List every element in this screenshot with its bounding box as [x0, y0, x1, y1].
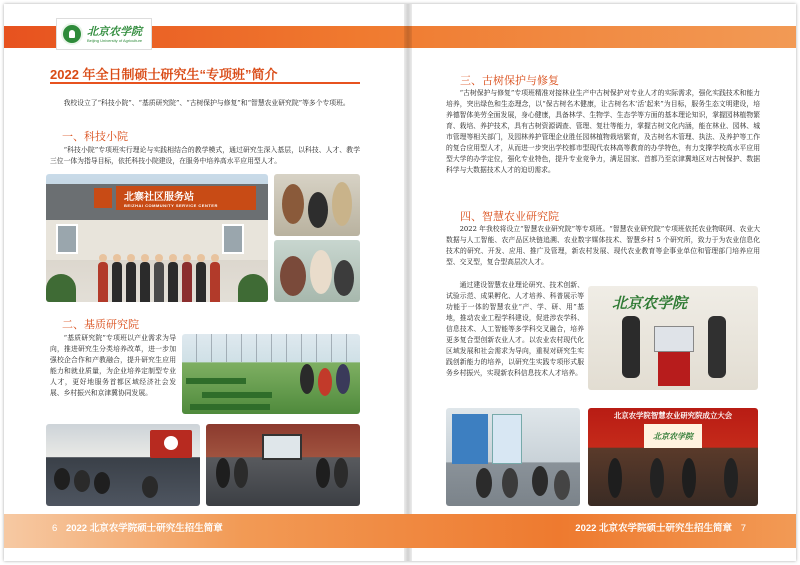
plaque-unveiling-photo	[588, 286, 758, 390]
signing-meeting-photo	[206, 424, 360, 506]
page-gutter	[404, 4, 412, 561]
seminar-room-photo	[46, 424, 200, 506]
greenhouse-photo	[182, 334, 360, 414]
community-service-center-photo	[46, 174, 268, 302]
meeting-screen	[262, 434, 302, 460]
section-heading-ancient-tree: 三、古树保护与修复	[460, 74, 559, 87]
section-heading-tech-courtyard: 一、科技小院	[62, 130, 128, 143]
brochure-spread	[4, 4, 796, 561]
university-logo	[56, 18, 152, 50]
smart-agriculture-paragraph-1: 2022 年我校将设立“智慧农业研究院”等专项班。“智慧农业研究院”专项班依托农业物联网、农业大数据与人工智能、农产品区块链追溯、农业数字媒体技术、智慧乡村 5 个研究所，致力于为农业信息化技术的研究、开发、应用、推广及管理，新农村发展、现代农业教育等企事业单位和管理部门培养应用型、交叉型，复合型高层次人才。	[446, 225, 760, 266]
intro-paragraph: 我校设立了“科技小院”、“基质研究院”、“古树保护与修复”和“智慧农业研究院”等多个专项班。	[63, 99, 350, 107]
conference-banner: 北京农学院智慧农业研究院成立大会	[613, 411, 733, 420]
lab-visit-photo	[446, 408, 580, 506]
title-divider	[50, 82, 360, 84]
institute-plaque	[654, 326, 694, 352]
substrate-institute-paragraph: “基质研究院”专项班以产业需求为导向，推进研究生分类培养改革，进一步加强校企合作和产教融合，提升研究生应用能力和就业质量，为企业培养定制型专业人才，更好地服务首都区域经济社会发展、乡村振兴和京津冀协同发展。	[50, 334, 176, 397]
service-center-emblem-icon	[94, 188, 112, 208]
stage-backdrop: 北京农学院	[644, 424, 702, 448]
page-number-left: 6	[52, 523, 58, 534]
page-title: 2022 年全日制硕士研究生“专项班”简介	[50, 67, 278, 82]
logo-name-cn: 北京农学院	[87, 24, 142, 38]
footer-left	[46, 520, 223, 534]
section-heading-smart-agriculture: 四、智慧农业研究院	[460, 210, 559, 223]
founding-conference-photo	[588, 408, 758, 506]
display-board-2	[492, 414, 522, 464]
section-heading-substrate-institute: 二、基质研究院	[62, 318, 139, 331]
field-training-photo	[274, 174, 360, 236]
farmer-consultation-photo	[274, 240, 360, 302]
smart-agriculture-paragraph-2: 通过建设智慧农业理论研究、技术创新、试验示范、成果孵化、人才培养、科普展示等功能于一体的智慧农业“产、学、研、用”基地，推动农业工程学科建设，促进涉农学科、信息技术、人工智能等多学科交叉融合，培养更多复合型创新农业人才。以农业农村现代化区域发展和社会需求为导向，重视对研究生实践创新能力的培养，以研究生实践专项形式服务乡村振兴，实现新农科信息技术人才培养。	[446, 281, 584, 377]
service-center-sign: 北寨社区服务站 BEIZHAI COMMUNITY SERVICE CENTER	[116, 186, 256, 210]
university-seal-icon	[61, 23, 83, 45]
display-board	[452, 414, 488, 464]
ancient-tree-paragraph: “古树保护与修复”专项班精准对接林业生产中古树保护对专业人才的实际需求，强化实践技术和能力培养，突出绿色和生态理念，以“保古树名木健康，让古树名木‘活’起来”为目标，服务生态文明建设，培养德智体美劳全面发展，身心健康，具备林学、生物学、生态学等方面的基本理论知识，掌握园林植物繁育、栽培、养护技术，具有古树资源调查、管理、复壮等能力，掌握古树文化内涵，能在林业、园林、城市管理等相关部门，及园林养护管理企业胜任园林植物栽培繁育，及古树名木管理、执法、及养护等工作的复合应用型人才，从而进一步突出学校都市型现代农林高等教育的办学特色，有力支撑学校高水平应用型大学的办学定位，强化专业特色，提升专业竞争力，满足国家、首都乃至京津冀地区对古树保护、数据科学与大数据技术人才的迫切需求。	[446, 89, 760, 174]
footer-right	[575, 520, 752, 534]
footer-left-text: 2022 北京农学院硕士研究生招生简章	[65, 523, 223, 534]
wall-inscription: 北京农学院	[612, 294, 688, 312]
page-number-right: 7	[740, 523, 746, 534]
projector-screen	[150, 430, 192, 458]
logo-name-en: Beijing University of Agriculture	[87, 37, 143, 43]
footer-right-text: 2022 北京农学院硕士研究生招生简章	[575, 523, 733, 534]
tech-courtyard-paragraph: “科技小院”专项班实行理论与实践相结合的教学模式，通过研究生深入基层，以科技、人才、教学三位一体为指导目标，依托科技小院建设，在服务中培养高水平应用型人才。	[50, 146, 360, 165]
